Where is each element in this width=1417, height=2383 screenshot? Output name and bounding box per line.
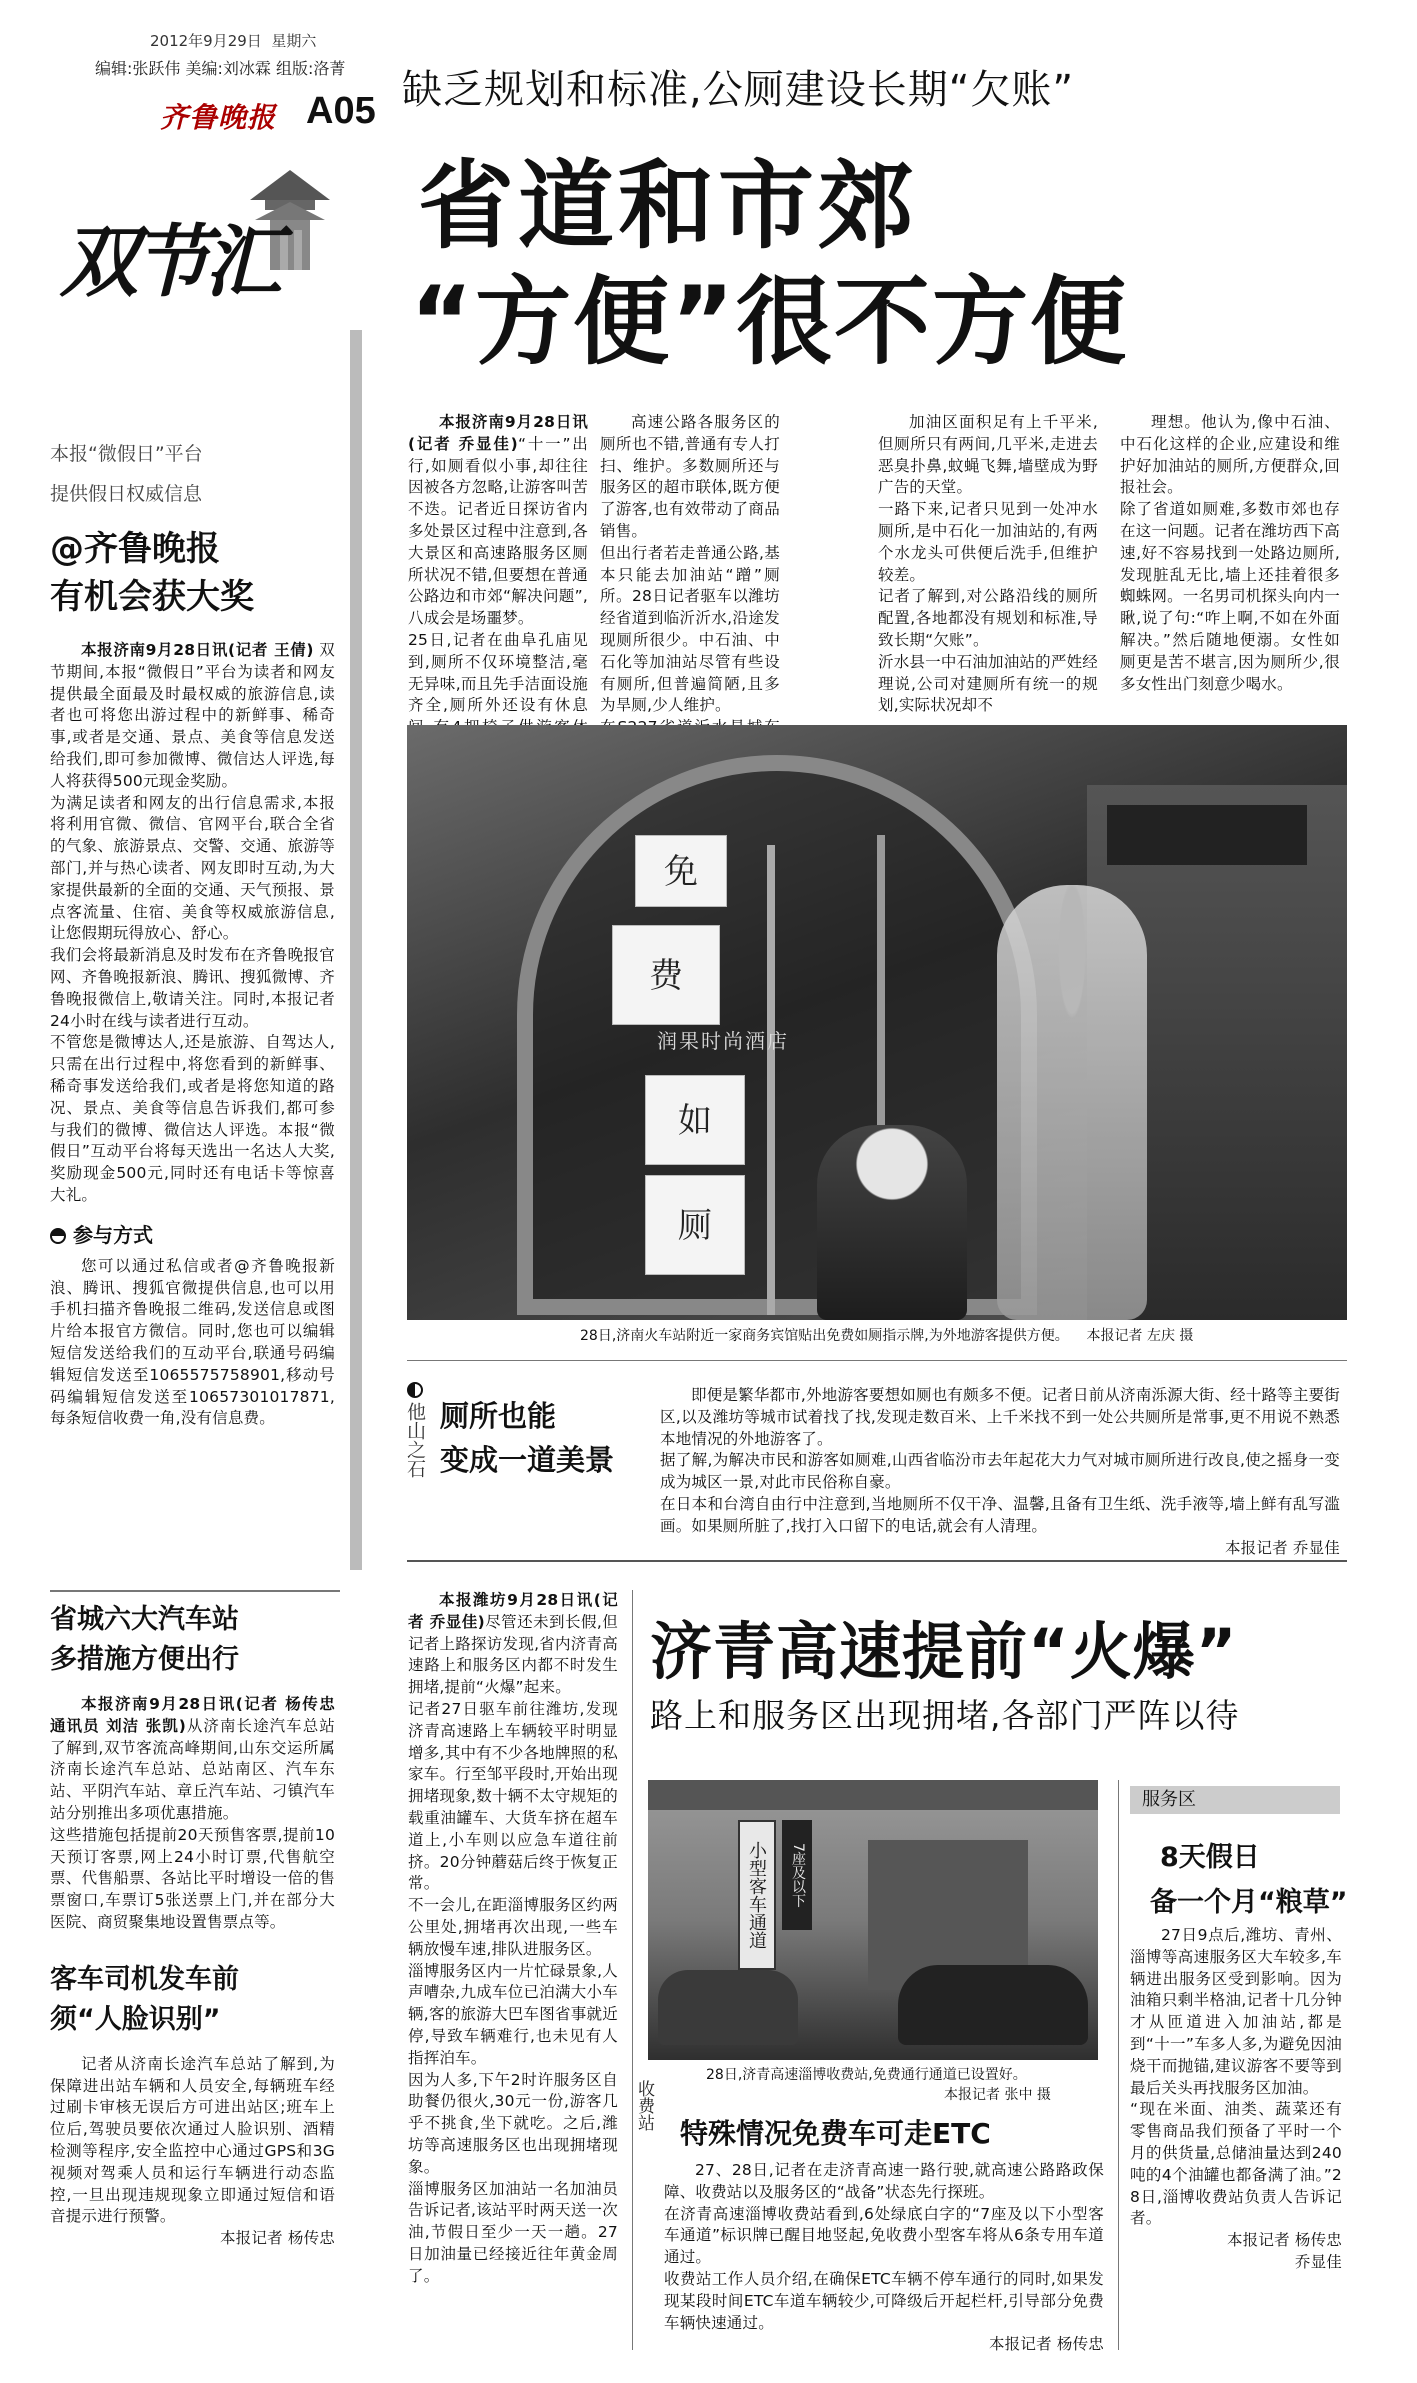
svc-headline-1: 8天假日 <box>1160 1842 1260 1873</box>
toll-photo <box>648 1780 1098 2060</box>
sign-char-2: 费 <box>612 925 720 1025</box>
lead-kicker: 缺乏规划和标准,公厕建设长期“欠账” <box>402 67 1075 113</box>
section-rule <box>407 1560 1347 1562</box>
info-circle-icon <box>50 1228 66 1244</box>
sidebar-body <box>50 640 335 1207</box>
sidebar <box>50 440 335 1430</box>
lead-col-4: 理想。他认为,像中石油、中石化这样的企业,应建设和维护好加油站的厕所,方便群众,回报社会。 除了省道如厕难,多数市郊也存在这一问题。记者在潍坊西下高速,好不容易找到一处路边厕所,发现脏乱无比,墙上还挂着很多蜘蛛网。一名男司机探头向内一瞅,说了句:“咋上啊,不如在外面解决。”然后随地便溺。女性如厕更是苦不堪言,因为厕所少,很多女性出门刻意少喝水。 <box>1120 413 1340 693</box>
bus-story <box>50 1600 335 2250</box>
sidebar-headline-2: 有机会获大奖 <box>50 577 254 617</box>
page-number: A05 <box>306 90 376 132</box>
lead-title-1: 省道和市郊 <box>418 150 918 262</box>
sidebar-intro-1: 本报“微假日”平台 <box>50 443 203 465</box>
lead-col-1: 本报济南9月28日讯(记者 乔显佳)“十一”出行,如厕看似小事,却往往因被各方忽略,让游客叫苦不迭。记者近日探访省内多处景区过程中注意到,各大景区和高速路服务区厕所状况不错,但要想在普通公路边和市郊“解决问题”,八成会是场噩梦。 25日,记者在曲阜孔庙见到,厕所不仅环境整洁,毫无异味,而且先手洁面设施齐全,厕所外还设有休息 <box>408 413 589 715</box>
how-to-title: 参与方式 <box>50 1219 335 1248</box>
toll-photo-caption: 28日,济青高速淄博收费站,免费通行通道已设置好。 <box>706 2067 1027 2083</box>
bus-body: 本报济南9月28日讯(记者 杨传忠 通讯员 刘洁 张凯)从济南长途汽车总站了解到,双节客流高峰期间,山东交运所属济南长途汽车总站、总站南区、汽车东站、平阴汽车站、章丘汽车站、刁镇汽车站分别推出多项优惠措施。 这些措施包括提前20天预售客票,提前10天预订客票,网上24小时订票,代售航空票、代售船票、各站比平时增设一倍的售票窗口,车票订5张送票上门,并在部分大医院、商贸聚集地设置售票点等。 <box>50 1695 335 1931</box>
section-rule <box>407 1360 1347 1361</box>
highway-headline: 济青高速提前“火爆” <box>650 1615 1238 1688</box>
column-body: 即便是繁华都市,外地游客要想如厕也有颇多不便。记者日前从济南泺源大街、经十路等主要街区,以及潍坊等城市试着找了找,发现走数百米、上千米找不到一处公共厕所是常事,更不用说不熟悉本地情况的外地游客了。 据了解,为解决市民和游客如厕难,山西省临汾市去年起花大力气对城市厕所进行改良,使之摇身一变成为城区一景,对此市民俗称自豪。 在日本和台湾自由行中注意到,当地厕所不仅干净、温馨,且备有卫生纸、洗手液等,墙上鲜有乱写滥画。如果厕所脏了,找打入口留下的电话,就会有人清理。 本报记者 乔显佳 <box>660 1386 1340 1557</box>
sign-char-4: 厕 <box>645 1175 745 1275</box>
face-headline-2: 须“人脸识别” <box>50 2003 221 2035</box>
sidebar-headline-1: @齐鲁晚报 <box>50 529 220 569</box>
how-to-body: 您可以通过私信或者@齐鲁晚报新浪、腾讯、搜狐官微提供信息,也可以用手机扫描齐鲁晚报二维码,发送信息或图片给本报官方微信。同时,您也可以编辑短信发送给我们的互动平台,联通号码编辑短信发送至1065575758901,移动号码编辑短信发送至10657301017871,每条短信收费一角,没有信息费。 <box>50 1256 335 1428</box>
section-logo: 双节汇 <box>60 217 277 308</box>
masthead <box>0 0 1417 378</box>
face-body: 记者从济南长途汽车总站了解到,为保障进出站车辆和人员安全,每辆班车经过刷卡审核无误后方可进出站区;班车上位后,驾驶员要依次通过人脸识别、酒精检测等程序,安全监控中心通过GPS和3G视频对驾乘人员和运行车辆进行动态监控,一旦出现违规现象立即通过短信和语音提示进行预警。 <box>50 2054 335 2226</box>
toll-tag: 收费站 <box>634 2080 654 2131</box>
column-tag: 他山之石 <box>402 1382 428 1478</box>
section-rule <box>50 1590 340 1592</box>
bus-headline-1: 省城六大汽车站 <box>50 1604 239 1635</box>
car-silhouette <box>898 1965 1088 2045</box>
column-divider <box>1118 1780 1119 2350</box>
hotel-sign: 润果时尚酒店 <box>657 1029 789 1053</box>
toll-sign-2: 7座及以下 <box>782 1820 812 1930</box>
lead-col-3: 加油区面积足有上千平米,但厕所只有两间,几平米,走进去恶臭扑鼻,蚊蝇飞舞,墙壁成为野广告的天堂。 一路下来,记者只见到一处冲水厕所,是中石化一加油站的,有两个水龙头可供便后洗手,但维护较差。 记者了解到,对公路沿线的厕所配置,各地都没有规划和标准,导致长期“欠账”。 沂水县一中石油加油站的严姓经理说,公司对建厕所有统一的规划,实际状况却不 <box>878 413 1098 715</box>
main-photo-caption: 28日,济南火车站附近一家商务宾馆贴出免费如厕指示牌,为外地游客提供方便。 本报记者 左庆 摄 <box>580 1328 1194 1344</box>
issue-date: 2012年9月29日 星期六 <box>150 32 317 50</box>
etc-body: 27、28日,记者在走济青高速一路行驶,就高速公路路政保障、收费站以及服务区的“战备”状态先行探班。 在济青高速淄博收费站看到,6处绿底白字的“7座及以下小型客车通道”标识牌已醒目地竖起,免收费小型客车将从6条专用车道通过。 收费站工作人员介绍,在确保ETC车辆不停车通行的同时,如果发现某段时间ETC车道车辆较少,可降级后开起栏杆,引导部分免费车辆快速通过。 本报记者 杨传忠 <box>664 2161 1104 2354</box>
sign-char-3: 如 <box>645 1075 745 1165</box>
highway-subhead: 路上和服务区出现拥堵,各部门严阵以待 <box>650 1696 1240 1735</box>
child-figure <box>817 1125 967 1320</box>
column-divider <box>350 330 362 1570</box>
editor-credits: 编辑:张跃伟 美编:刘冰霖 组版:洛菁 <box>95 59 346 78</box>
bus-byline: 本报记者 杨传忠 <box>219 2229 335 2248</box>
sidebar-body-text: 双节期间,本报“微假日”平台为读者和网友提供最全面最及时最权威的旅游信息,读者也可将您出游过程中的新鲜事、稀奇事,或者是交通、景点、美食等信息发送给我们,即可参加微博、微信达人评选,每人将获得500元现金奖励。 为满足读者和网友的出行信息需求,本报将利用官微、微信、官网平台,联合全省的气象、旅游景点、交警、交通、旅游等部门,并与热心读者、网友即时互动,为大家提供最新的全面的交通、天气预报、景点客流量、住宿、美食等权威旅游信息,让您假期玩得放心、舒心。 我们会将最新消息及时发布在齐鲁晚报官网、齐鲁晚报新浪、腾讯、搜狐微博、齐鲁晚报微信上,敬请关注。同时,本报记者24小时在线与读者进行互动。 不管您是微博达人,还是旅游、自驾达人,只需在出行过程中,将您看到的新鲜事、稀奇事发送给我们,或者是将您知道的路况、景点、美食等信息告诉我们,都可参与我们的微博、微信达人评选。本报“微假日”互动平台将每天选出一名达人大奖,奖励现金500元,同时还有电话卡等惊喜大礼。 <box>50 641 335 1204</box>
main-photo <box>407 725 1347 1320</box>
bus-headline-2: 多措施方便出行 <box>50 1644 239 1675</box>
sign-char-1: 免 <box>635 835 727 907</box>
svc-headline-2: 备一个月“粮草” <box>1150 1887 1348 1918</box>
lead-title-2: “方便”很不方便 <box>410 266 1129 378</box>
column-divider <box>632 1590 633 2350</box>
etc-headline: 特殊情况免费车可走ETC <box>680 2117 991 2150</box>
sidebar-dateline: 本报济南9月28日讯(记者 王倩) <box>81 641 314 659</box>
half-circle-icon <box>407 1382 423 1398</box>
column-title-2: 变成一道美景 <box>440 1443 615 1477</box>
column-title-1: 厕所也能 <box>440 1399 557 1433</box>
highway-col-1: 本报潍坊9月28日讯(记者 乔显佳)尽管还未到长假,但记者上路探访发现,省内济青高速路上和服务区内都不时发生拥堵,提前“火爆”起来。 记者27日驱车前往潍坊,发现济青高速路上车辆较平时明显增多,其中有不少各地牌照的私家车。行至邹平段时,开始出现拥堵现象,数十辆不太守规矩的载重油罐车、大货车挤在超车道上,小车则以应急车道往前挤。20分钟蘑菇后终于恢复正常。 不一会儿,在距淄博服务区约两公里处,拥堵再次出现,一些车辆放慢车速,排队进服务区。 淄博服务区内一片忙碌景象,人声嘈杂,九成车位已泊满大小车辆,客的旅游大巴车图省事就近停,导致车辆难行,也未见有人指挥泊车。 因为人多,下午2时许服务区自助餐仍很火,30元一份,游客几乎不挑食,坐下就吃。之后,潍坊等高速服务区也出现拥堵现象。 淄博服务区加油站一名加油员告诉记者,该站平时两天送一次油,节假日至少一天一趟。27日加油量已经接近往年黄金周了。 <box>408 1591 618 2285</box>
sidebar-intro-2: 提供假日权威信息 <box>50 483 203 505</box>
toll-photo-credit: 本报记者 张中 摄 <box>944 2087 1051 2103</box>
lead-col-2: 高速公路各服务区的厕所也不错,普通有专人打扫、维护。多数厕所还与服务区的超市联体,既方便了游客,也有效带动了商品销售。 但出行者若走普通公路,基本只能去加油站“蹭”厕所。28日记者驱车以潍坊经省道到临沂沂水,沿途发现厕所很少。中石油、中石化等加油站尽管有些设有厕所,但普遍简陋,且多为旱厕,少人维护。 <box>600 413 780 715</box>
woman-figure <box>997 885 1147 1320</box>
toll-sign-1: 小型客车通道 <box>738 1820 776 1970</box>
svc-tag: 服务区 <box>1130 1786 1340 1814</box>
svc-body: 27日9点后,潍坊、青州、淄博等高速服务区大车较多,车辆进出服务区受到影响。因为油箱只剩半格油,记者十几分钟才从匝道进入加油站,都是到“十一”车多人多,为避免因油烧干而抛锚,建议游客不要等到最后关头再找服务区加油。 “现在米面、油类、蔬菜还有零售商品我们预备了平时一个月的供货量,总储油量达到240吨的4个油罐也都备满了油。”28日,淄博收费站负责人告诉记者。 本报记者 杨传忠 乔显佳 <box>1130 1926 1342 2271</box>
face-headline-1: 客车司机发车前 <box>50 1963 239 1995</box>
paper-logo: 齐鲁晚报 <box>160 101 277 134</box>
